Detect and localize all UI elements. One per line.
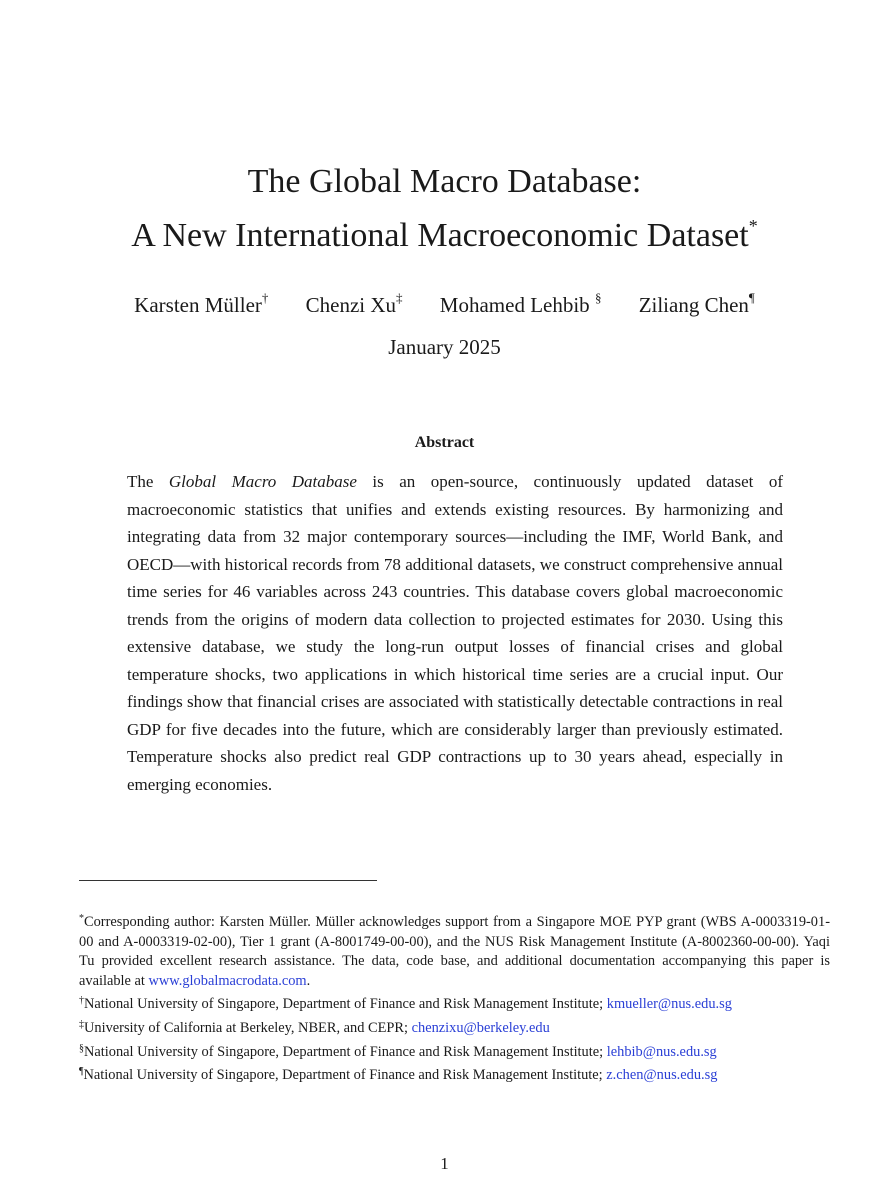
author-chen bbox=[639, 283, 755, 320]
abstract-text: is an open-source, continuously updated dataset of macroeconomic statistics that unifies and extends existing resources. By harmonizing and integrating data from 32 major contemporary sources—including the IMF, World Bank, and OECD—with historical records from 78 additional datasets, we construct comprehensive annual time series for 46 variables across 243 countries. This database covers global macroeconomic trends from the origins of modern data collection to projected estimates for 2030. Using this extensive database, we study the long-run output losses of financial crises and global temperature shocks, two applications in which historical time series are a crucial input. Our findings show that financial crises are associated with statistically detectable contractions in real GDP for five decades into the future, which are considerably larger than previously estimated. Temperature shocks also predict real GDP contractions up to 30 years ahead, especially in emerging economies. bbox=[127, 472, 783, 794]
footnote-mark: ‡ bbox=[79, 1018, 84, 1030]
author-name: Chenzi Xu bbox=[305, 293, 397, 317]
author-mark: † bbox=[261, 290, 269, 305]
footnote-text: National University of Singapore, Department of Finance and Risk Management Institute; bbox=[83, 1067, 607, 1084]
footnote-end: . bbox=[306, 972, 311, 989]
paper-date: January 2025 bbox=[388, 335, 501, 359]
email-link[interactable]: lehbib@nus.edu.sg bbox=[606, 1043, 717, 1060]
footnote-divider bbox=[79, 880, 377, 881]
footnote-text: National University of Singapore, Department of Finance and Risk Management Institute; bbox=[84, 1043, 607, 1060]
email-link[interactable]: z.chen@nus.edu.sg bbox=[606, 1067, 718, 1084]
page-number: 1 bbox=[440, 1154, 449, 1173]
footnote-xu bbox=[79, 1015, 830, 1039]
author-mark: ‡ bbox=[396, 290, 403, 305]
footnote-mark: ¶ bbox=[79, 1066, 84, 1078]
author-name: Karsten Müller bbox=[134, 293, 262, 317]
footnote-mark: † bbox=[79, 995, 84, 1007]
title-line-2-text: A New International Macroeconomic Dataset bbox=[131, 217, 749, 254]
author-name: Mohamed Lehbib bbox=[439, 293, 590, 317]
footnote-text: Corresponding author: Karsten Müller. Müller acknowledges support from a Singapore MOE PYP grant (WBS A-0003319-01-00 and A-0003319-02-00), Tier 1 grant (A-8001749-00-00), and the NUS Risk Management Institute (A-8002360-00-00). Yaqi Tu provided excellent research assistance. The data, code base, and additional documentation accompanying this paper is available at bbox=[79, 914, 830, 989]
title-line-1: The Global Macro Database: bbox=[247, 163, 642, 200]
footnote-mark: * bbox=[79, 913, 84, 924]
abstract-database-name: Global Macro Database bbox=[168, 472, 357, 491]
author-xu bbox=[306, 283, 403, 320]
author-muller bbox=[134, 283, 268, 320]
author-list bbox=[0, 283, 889, 320]
footnote-chen bbox=[79, 1062, 830, 1086]
footnote-corresponding bbox=[79, 909, 830, 991]
footnote-lehbib bbox=[79, 1039, 830, 1063]
website-link[interactable]: www.globalmacrodata.com bbox=[148, 972, 307, 989]
footnotes bbox=[79, 909, 830, 1086]
title-footnote-mark: * bbox=[748, 216, 758, 236]
author-name: Ziliang Chen bbox=[638, 293, 749, 317]
footnote-mark: § bbox=[79, 1042, 84, 1054]
author-mark: ¶ bbox=[748, 290, 755, 305]
footnote-muller bbox=[79, 991, 830, 1015]
author-mark: § bbox=[594, 290, 602, 305]
title-line-2 bbox=[0, 204, 889, 258]
abstract-lead: The bbox=[127, 472, 169, 491]
footnote-text: University of California at Berkeley, NBER, and CEPR; bbox=[84, 1019, 412, 1036]
email-link[interactable]: kmueller@nus.edu.sg bbox=[606, 996, 732, 1013]
paper-title bbox=[0, 160, 889, 258]
footnote-text: National University of Singapore, Department of Finance and Risk Management Institute; bbox=[84, 996, 607, 1013]
author-lehbib bbox=[440, 283, 602, 320]
abstract-body bbox=[127, 468, 783, 798]
email-link[interactable]: chenzixu@berkeley.edu bbox=[411, 1019, 550, 1036]
abstract-heading: Abstract bbox=[414, 434, 475, 451]
